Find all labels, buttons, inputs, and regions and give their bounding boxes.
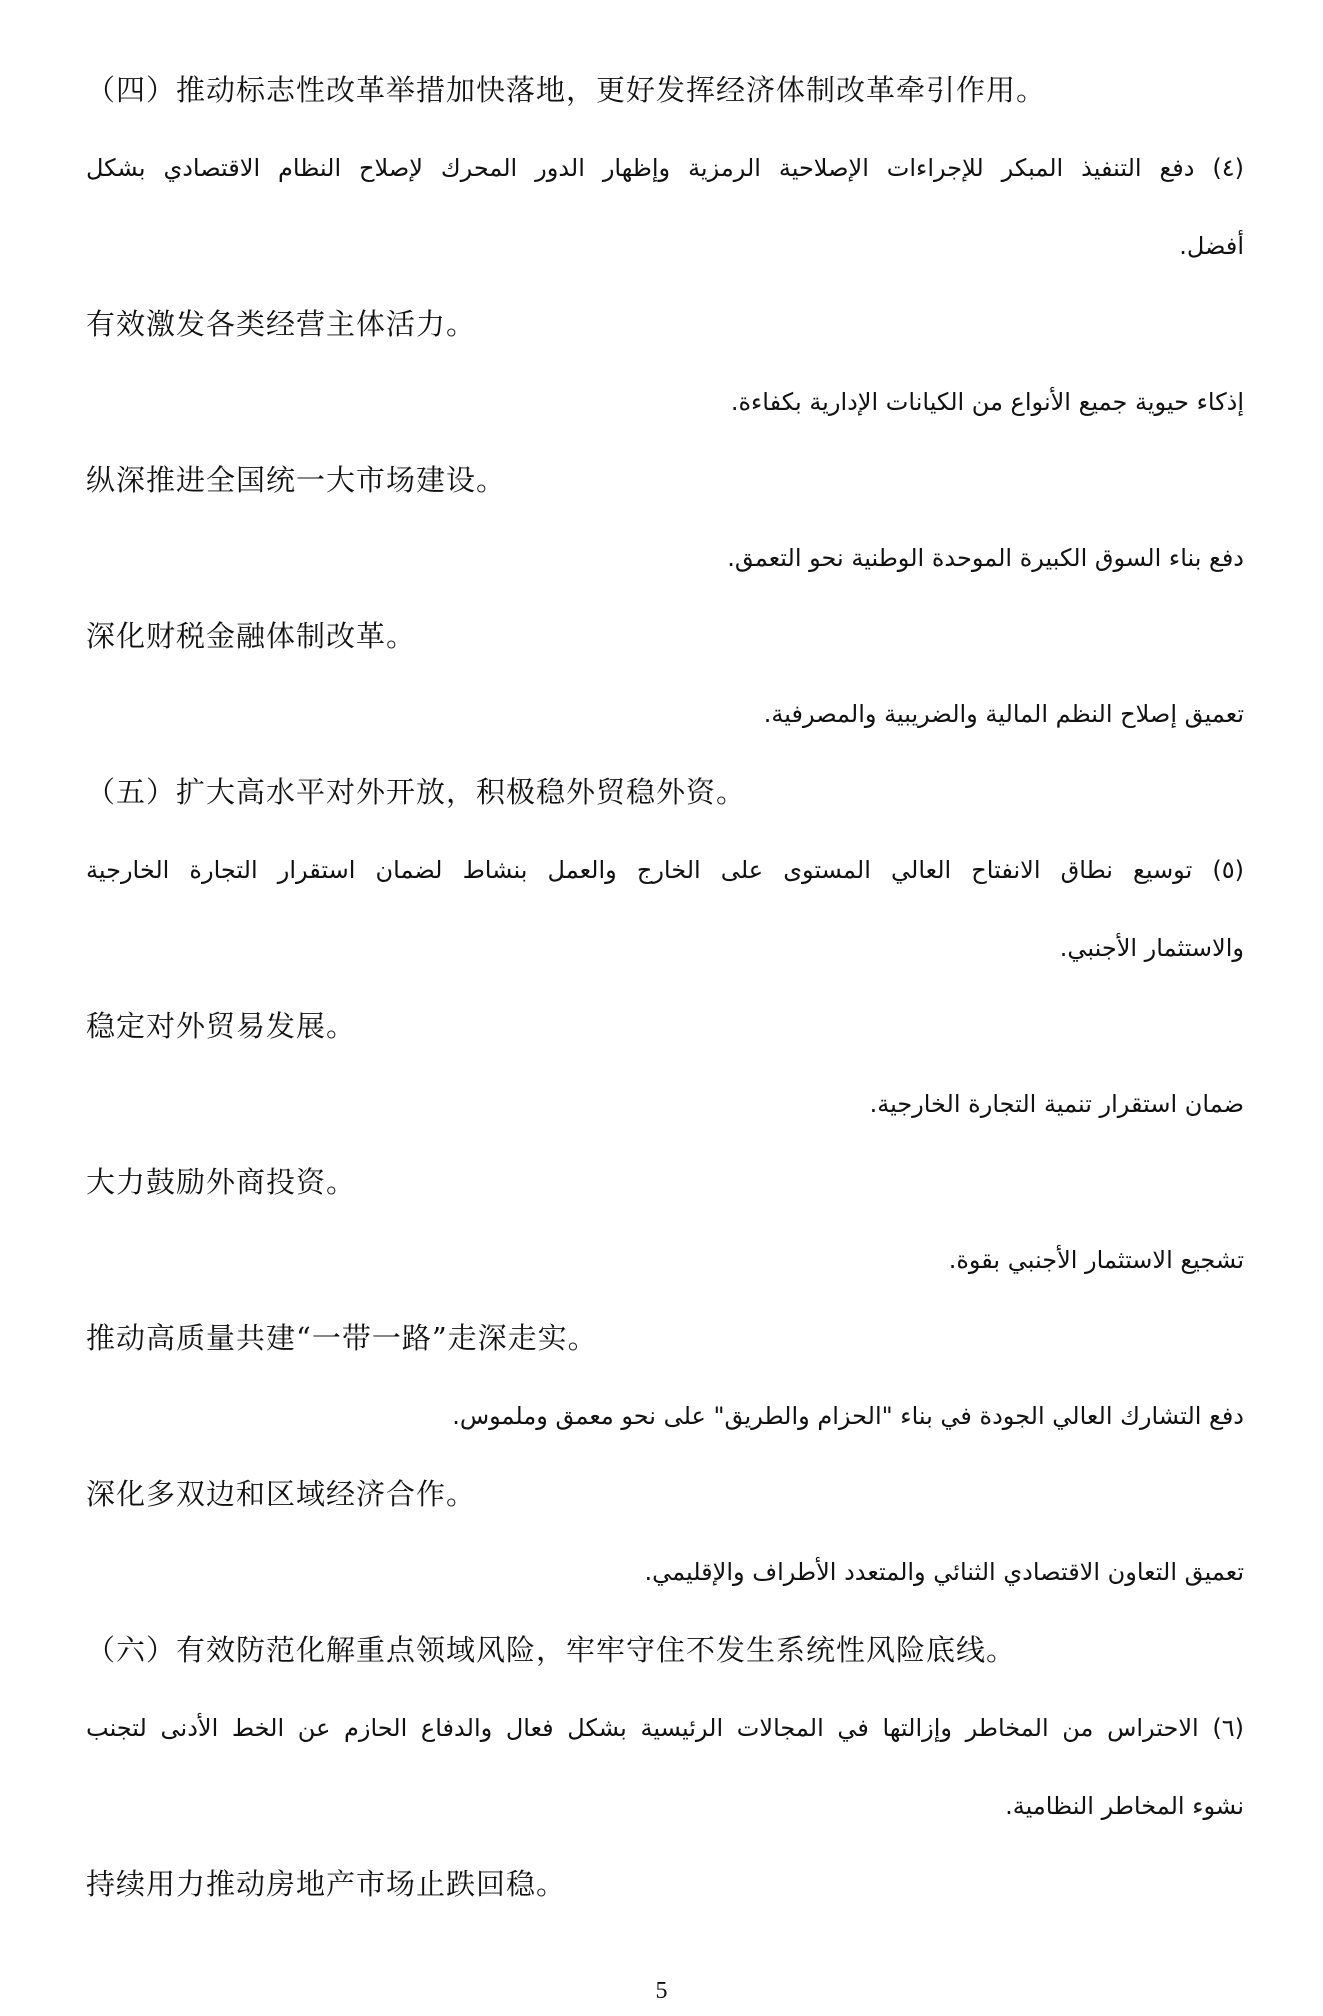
paragraph-zh: 深化财税金融体制改革。 [86, 619, 417, 653]
paragraph-ar: إذكاء حيوية جميع الأنواع من الكيانات الإدارية بكفاءة. [730, 388, 1244, 416]
paragraph-ar: تشجيع الاستثمار الأجنبي بقوة. [948, 1246, 1244, 1274]
section-heading-5-ar-line-2: والاستثمار الأجنبي. [1059, 934, 1244, 962]
section-heading-5-ar-line-1: (٥) توسيع نطاق الانفتاح العالي المستوى على الخارج والعمل بنشاط لضمان استقرار التجارة الخارجية [86, 856, 1244, 884]
paragraph-zh: 纵深推进全国统一大市场建设。 [86, 463, 507, 497]
section-heading-5-zh: （五）扩大高水平对外开放，积极稳外贸稳外资。 [86, 775, 747, 809]
section-heading-6-zh: （六）有效防范化解重点领域风险，牢牢守住不发生系统性风险底线。 [86, 1633, 1017, 1667]
paragraph-ar: ضمان استقرار تنمية التجارة الخارجية. [869, 1090, 1244, 1118]
paragraph-ar: دفع بناء السوق الكبيرة الموحدة الوطنية نحو التعمق. [727, 544, 1244, 572]
paragraph-zh: 持续用力推动房地产市场止跌回稳。 [86, 1867, 567, 1901]
section-heading-4-zh: （四）推动标志性改革举措加快落地，更好发挥经济体制改革牵引作用。 [86, 73, 1047, 107]
section-heading-4-ar-line-1: (٤) دفع التنفيذ المبكر للإجراءات الإصلاحية الرمزية وإظهار الدور المحرك لإصلاح النظام الاقتصادي بشكل [86, 154, 1244, 182]
paragraph-zh: 大力鼓励外商投资。 [86, 1165, 357, 1199]
paragraph-zh: 有效激发各类经营主体活力。 [86, 307, 477, 341]
paragraph-zh: 推动高质量共建“一带一路”走深走实。 [86, 1321, 598, 1355]
paragraph-zh: 稳定对外贸易发展。 [86, 1009, 357, 1043]
section-heading-4-ar-line-2: أفضل. [1179, 232, 1244, 260]
paragraph-ar: دفع التشارك العالي الجودة في بناء "الحزام والطريق" على نحو معمق وملموس. [452, 1402, 1244, 1430]
paragraph-ar: تعميق التعاون الاقتصادي الثنائي والمتعدد الأطراف والإقليمي. [644, 1558, 1244, 1586]
section-heading-6-ar-line-2: نشوء المخاطر النظامية. [1005, 1792, 1244, 1820]
paragraph-ar: تعميق إصلاح النظم المالية والضريبية والمصرفية. [763, 700, 1244, 728]
section-heading-6-ar-line-1: (٦) الاحتراس من المخاطر وإزالتها في المجالات الرئيسية بشكل فعال والدفاع الحازم عن الخط الأدنى لتجنب [86, 1714, 1244, 1742]
page-number: 5 [655, 1978, 668, 2004]
paragraph-zh: 深化多双边和区域经济合作。 [86, 1477, 477, 1511]
